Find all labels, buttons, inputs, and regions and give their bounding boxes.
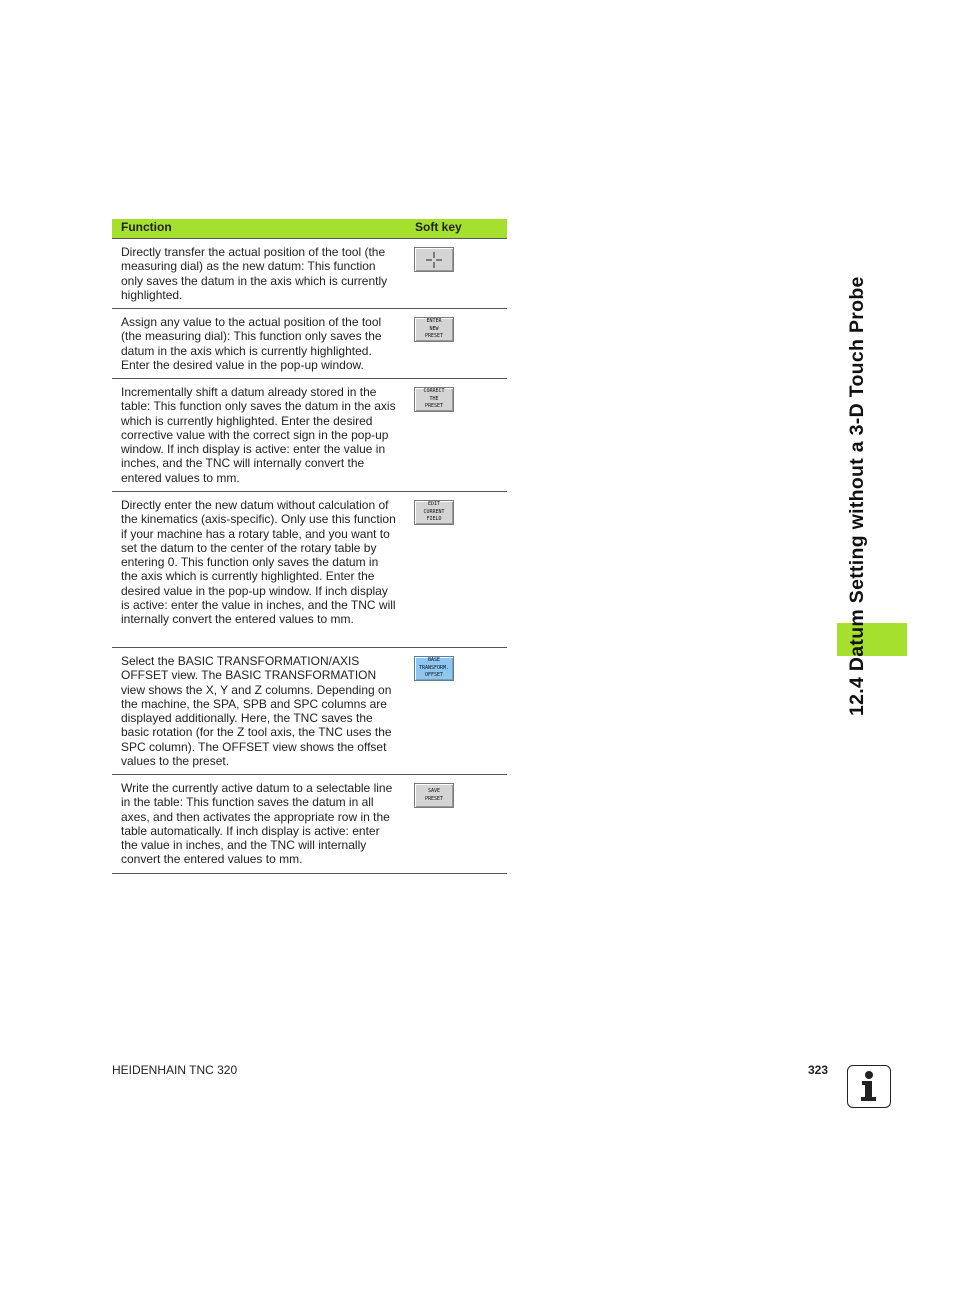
table-header — [112, 219, 507, 239]
row-description: Select the BASIC TRANSFORMATION/AXIS OFFSET view. The BASIC TRANSFORMATION view shows the X, Y and Z columns. Depending on the machine, the SPA, SPB and SPC columns are displayed additionally. Here, the TNC saves the basic rotation (for the Z tool axis, the TNC uses the SPC column). The OFFSET view shows the offset values to the preset. — [121, 654, 392, 769]
row-description: Incrementally shift a datum already stored in the table: This function only saves the datum in the axis which is currently highlighted. Enter the desired corrective value with the correct sign in the pop-up window. If inch display is active: enter the value in inches, and the TNC will internally convert the entered values to mm. — [121, 385, 396, 485]
page-number: 323 — [808, 1063, 829, 1077]
chapter-title: 12.4 Datum Setting without a 3-D Touch Probe — [846, 276, 868, 716]
softkey-enter-new-preset[interactable]: ENTER NEW PRESET — [414, 317, 454, 342]
table-row — [112, 648, 507, 775]
header-softkey: Soft key — [415, 220, 462, 234]
function-table — [112, 219, 507, 874]
softkey-correct-the-preset[interactable]: CORRECT THE PRESET — [414, 387, 454, 412]
softkey-set-datum[interactable] — [414, 247, 454, 272]
table-row — [112, 239, 507, 309]
header-function: Function — [121, 220, 172, 234]
row-description: Directly enter the new datum without calculation of the kinematics (axis-specific). Only use this function if your machine has a rotary table, and you want to set the datum to the center of the rotary table by entering 0. This function only saves the datum in the axis which is currently highlighted. Enter the desired value in the pop-up window. If inch display is active: enter the value in inches, and the TNC will internally convert the entered values to mm. — [121, 498, 396, 627]
table-row — [112, 379, 507, 492]
table-row — [112, 492, 507, 648]
softkey-edit-current-field[interactable]: EDIT CURRENT FIELD — [414, 500, 454, 525]
table-row — [112, 775, 507, 874]
row-description: Assign any value to the actual position of the tool (the measuring dial): This function only saves the datum in the axis which is currently highlighted. Enter the desired value in the pop-up window. — [121, 315, 382, 372]
row-description: Write the currently active datum to a selectable line in the table: This function saves the datum in all axes, and then activates the appropriate row in the table automatically. If inch display is active: enter the value in inches, and the TNC will internally convert the entered values to mm. — [121, 781, 393, 867]
table-row — [112, 309, 507, 379]
softkey-save-preset[interactable]: SAVE PRESET — [414, 783, 454, 808]
footer-product: HEIDENHAIN TNC 320 — [112, 1063, 238, 1077]
row-description: Directly transfer the actual position of the tool (the measuring dial) as the new datum: This function only saves the datum in the axis which is currently highlighted. — [121, 245, 388, 302]
info-icon — [847, 1065, 891, 1108]
crosshair-icon — [425, 251, 443, 269]
softkey-base-transform-offset[interactable]: BASE TRANSFORM. OFFSET — [414, 656, 454, 681]
